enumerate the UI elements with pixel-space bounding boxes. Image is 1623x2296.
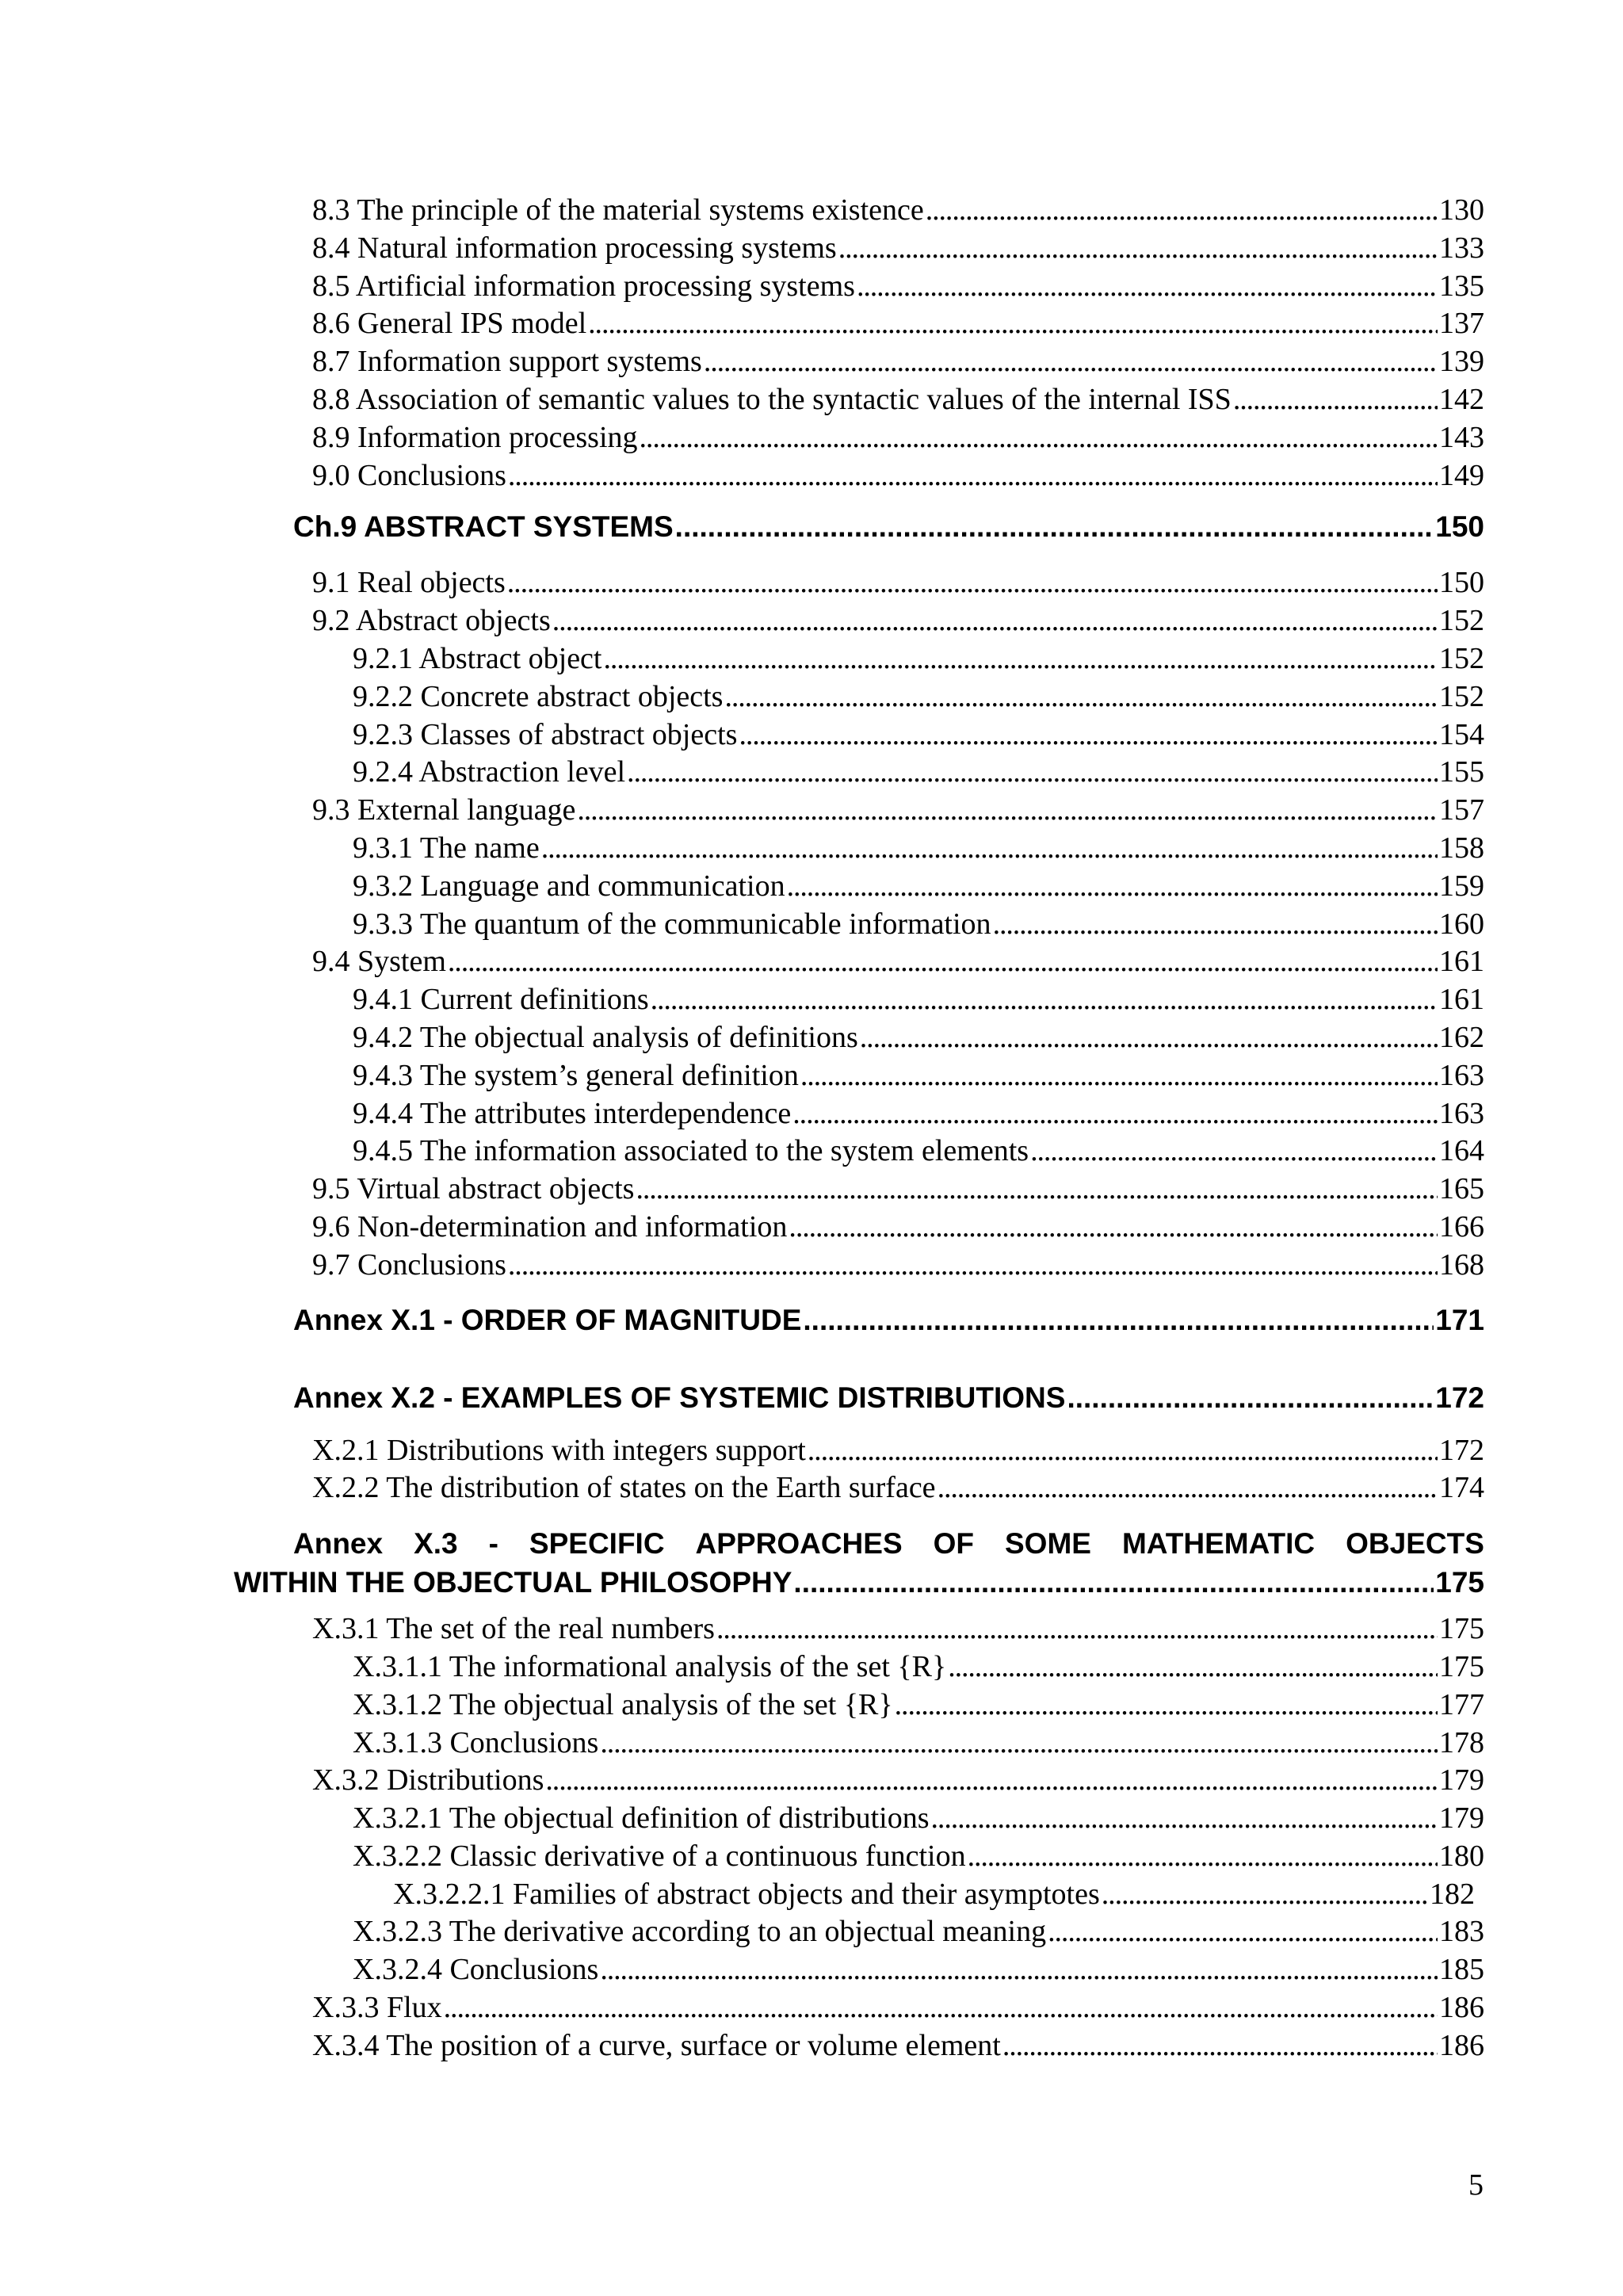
toc-entry-page: 175	[1439, 1649, 1484, 1683]
toc-leader-dots	[603, 640, 1438, 678]
toc-heading-word: Annex	[293, 1527, 384, 1561]
toc-group-chapter-8	[293, 192, 1484, 495]
toc-entry-page: 149	[1439, 458, 1484, 492]
toc-leader-dots	[948, 1648, 1438, 1687]
toc-leader-dots	[444, 1989, 1438, 2027]
toc-entry-page: 182	[1430, 1877, 1475, 1911]
toc-entry[interactable]	[293, 1951, 1484, 1989]
toc-entry[interactable]	[293, 1057, 1484, 1095]
toc-entry-page: 142	[1439, 382, 1484, 416]
toc-entry[interactable]	[293, 305, 1484, 343]
toc-entry-page: 180	[1439, 1839, 1484, 1873]
toc-entry[interactable]	[293, 602, 1484, 640]
toc-heading-word: SPECIFIC	[529, 1527, 665, 1561]
toc-heading-word: APPROACHES	[695, 1527, 903, 1561]
toc-entry[interactable]	[293, 343, 1484, 381]
toc-entry[interactable]	[293, 1876, 1484, 1914]
toc-entry-page: 172	[1439, 1433, 1484, 1467]
toc-entry-title: 9.4.1 Current definitions	[353, 983, 649, 1017]
toc-entry[interactable]	[293, 1019, 1484, 1057]
toc-leader-dots	[588, 305, 1438, 343]
toc-entry-title: 9.3.1 The name	[353, 831, 540, 865]
toc-entry-title: 8.3 The principle of the material systems existence	[312, 193, 924, 227]
toc-leader-dots	[1048, 1913, 1438, 1951]
toc-entry-page: 152	[1439, 641, 1484, 675]
toc-leader-dots	[838, 230, 1438, 268]
toc-entry-page: 161	[1439, 945, 1484, 979]
toc-entry-title: X.3.2.2.1 Families of abstract objects and their asymptotes	[393, 1877, 1100, 1911]
page-number: 5	[1468, 2168, 1484, 2202]
toc-entry-page: 155	[1439, 755, 1484, 789]
toc-entry-page: 179	[1439, 1763, 1484, 1797]
toc-entry-page: 135	[1439, 269, 1484, 303]
toc-leader-dots	[552, 602, 1438, 640]
toc-leader-dots	[789, 1209, 1438, 1247]
toc-entry-page: 163	[1439, 1058, 1484, 1092]
toc-leader-dots	[704, 343, 1438, 381]
toc-entry[interactable]	[293, 1648, 1484, 1687]
toc-heading-title: WITHIN THE OBJECTUAL PHILOSOPHY	[234, 1566, 792, 1599]
toc-entry-title: 8.9 Information processing	[312, 420, 638, 454]
toc-entry-page: 179	[1439, 1801, 1484, 1836]
toc-entry-page: 152	[1439, 604, 1484, 638]
toc-entry-page: 186	[1439, 2028, 1484, 2062]
toc-leader-dots	[938, 1469, 1438, 1507]
toc-leader-dots	[739, 716, 1438, 755]
toc-entry[interactable]	[293, 2027, 1484, 2065]
toc-leader-dots	[1233, 381, 1438, 419]
toc-entry[interactable]	[293, 1725, 1484, 1763]
toc-entry[interactable]	[293, 1469, 1484, 1507]
toc-leader-dots	[507, 564, 1438, 602]
toc-entry-page: 137	[1439, 307, 1484, 341]
toc-entry-title: X.2.1 Distributions with integers support	[312, 1433, 806, 1467]
toc-entry[interactable]	[293, 192, 1484, 230]
toc-group-annex-x2	[293, 1432, 1484, 1508]
toc-entry-page: 183	[1439, 1915, 1484, 1949]
toc-entry[interactable]	[293, 1800, 1484, 1838]
toc-entry-page: 174	[1439, 1471, 1484, 1505]
toc-heading-word: X.3	[414, 1527, 458, 1561]
toc-entry-title: X.3.2 Distributions	[312, 1763, 544, 1797]
toc-leader-dots	[1102, 1876, 1428, 1914]
toc-leader-dots	[857, 268, 1438, 306]
toc-entry-title: 9.4 System	[312, 945, 446, 979]
toc-entry-page: 130	[1439, 193, 1484, 227]
toc-leader-dots	[508, 457, 1438, 495]
toc-entry[interactable]	[293, 868, 1484, 906]
toc-leader-dots	[577, 792, 1438, 830]
toc-entry-title: X.3.1.2 The objectual analysis of the set {R}	[353, 1687, 893, 1721]
toc-leader-dots	[651, 981, 1438, 1019]
toc-entry-title: 8.5 Artificial information processing systems	[312, 269, 855, 303]
toc-heading-page: 150	[1435, 510, 1484, 544]
toc-entry-page: 143	[1439, 420, 1484, 454]
toc-entry-page: 162	[1439, 1020, 1484, 1054]
toc-entry-title: X.3.1.3 Conclusions	[353, 1725, 599, 1759]
toc-entry[interactable]	[293, 564, 1484, 602]
toc-entry-title: X.3.3 Flux	[312, 1991, 442, 2025]
toc-entry-page: 178	[1439, 1725, 1484, 1759]
toc-heading-word: SOME	[1005, 1527, 1091, 1561]
toc-entry[interactable]	[293, 1209, 1484, 1247]
toc-leader-dots	[993, 906, 1438, 944]
toc-entry[interactable]	[293, 1762, 1484, 1800]
toc-entry-title: 9.0 Conclusions	[312, 458, 506, 492]
toc-entry[interactable]	[293, 1838, 1484, 1876]
toc-entry-title: 8.7 Information support systems	[312, 345, 702, 379]
toc-entry-page: 154	[1439, 717, 1484, 751]
toc-leader-dots	[448, 943, 1438, 981]
toc-entry[interactable]	[293, 1913, 1484, 1951]
toc-heading-page: 175	[1435, 1566, 1484, 1599]
toc-entry-title: 9.4.5 The information associated to the system elements	[353, 1134, 1029, 1168]
toc-entry-title: 8.6 General IPS model	[312, 307, 587, 341]
toc-entry-page: 164	[1439, 1134, 1484, 1168]
toc-leader-dots	[640, 419, 1438, 457]
toc-entry[interactable]	[293, 981, 1484, 1019]
toc-entry-title: 8.8 Association of semantic values to the syntactic values of the internal ISS	[312, 382, 1232, 416]
toc-entry[interactable]	[293, 457, 1484, 495]
toc-entry[interactable]	[293, 1432, 1484, 1470]
toc-entry-title: X.3.2.3 The derivative according to an objectual meaning	[353, 1915, 1047, 1949]
toc-entry[interactable]	[293, 754, 1484, 792]
toc-entry-title: 9.6 Non-determination and information	[312, 1209, 788, 1244]
toc-entry-page: 160	[1439, 907, 1484, 941]
toc-entry-page: 133	[1439, 231, 1484, 265]
toc-entry-page: 150	[1439, 566, 1484, 600]
toc-entry-page: 168	[1439, 1247, 1484, 1282]
toc-entry[interactable]	[293, 943, 1484, 981]
toc-entry-title: X.3.1 The set of the real numbers	[312, 1612, 715, 1646]
toc-entry-page: 152	[1439, 679, 1484, 713]
toc-entry-title: 9.2.1 Abstract object	[353, 641, 602, 675]
toc-entry-page: 161	[1439, 983, 1484, 1017]
toc-entry-title: 9.2.2 Concrete abstract objects	[353, 679, 724, 713]
toc-entry-page: 177	[1439, 1687, 1484, 1721]
toc-leader-dots	[895, 1687, 1438, 1725]
toc-leader-dots	[793, 1563, 1434, 1603]
toc-entry-title: 9.2 Abstract objects	[312, 604, 551, 638]
toc-entry[interactable]	[293, 381, 1484, 419]
toc-heading-page: 172	[1435, 1381, 1484, 1414]
toc-leader-dots	[808, 1432, 1438, 1470]
toc-entry-title: X.3.2.2 Classic derivative of a continuous function	[353, 1839, 966, 1873]
toc-leader-dots	[716, 1610, 1438, 1648]
toc-leader-dots	[636, 1171, 1438, 1209]
toc-entry[interactable]	[293, 1989, 1484, 2027]
toc-leader-dots	[545, 1762, 1438, 1800]
toc-leader-dots	[1002, 2027, 1438, 2065]
toc-heading-title: Annex X.1 - ORDER OF MAGNITUDE	[293, 1303, 802, 1336]
toc-leader-dots	[541, 830, 1438, 868]
toc-entry-page: 186	[1439, 1991, 1484, 2025]
toc-entry-title: 9.7 Conclusions	[312, 1247, 506, 1282]
toc-entry[interactable]	[293, 1610, 1484, 1648]
toc-entry-title: 9.4.3 The system’s general definition	[353, 1058, 799, 1092]
toc-entry[interactable]	[293, 1133, 1484, 1171]
toc-entry-page: 159	[1439, 869, 1484, 903]
toc-leader-dots	[860, 1019, 1438, 1057]
toc-leader-dots	[724, 678, 1438, 716]
toc-leader-dots	[627, 754, 1438, 792]
toc-entry-page: 185	[1439, 1953, 1484, 1987]
toc-heading-line-1	[234, 1525, 1484, 1563]
toc-heading-annex-x3	[234, 1525, 1484, 1603]
toc-heading-word: -	[488, 1527, 498, 1561]
toc-leader-dots	[600, 1725, 1438, 1763]
toc-entry[interactable]	[293, 1095, 1484, 1133]
toc-heading-title: Ch.9 ABSTRACT SYSTEMS	[293, 510, 674, 544]
toc-heading-word: OBJECTS	[1346, 1527, 1484, 1561]
toc-entry-title: 9.3 External language	[312, 793, 576, 827]
toc-entry-title: 9.3.2 Language and communication	[353, 869, 785, 903]
toc-entry[interactable]	[293, 906, 1484, 944]
toc-entry-page: 165	[1439, 1172, 1484, 1206]
toc-leader-dots	[803, 1304, 1434, 1337]
toc-entry[interactable]	[293, 419, 1484, 457]
toc-entry-page: 158	[1439, 831, 1484, 865]
toc-leader-dots	[931, 1800, 1438, 1838]
toc-entry[interactable]	[293, 1687, 1484, 1725]
toc-leader-dots	[1067, 1381, 1434, 1415]
toc-entry-title: 9.4.2 The objectual analysis of definitions	[353, 1020, 858, 1054]
toc-leader-dots	[800, 1057, 1438, 1095]
toc-leader-dots	[1030, 1133, 1438, 1171]
toc-entry[interactable]	[293, 716, 1484, 755]
toc-entry-title: X.3.2.1 The objectual definition of distributions	[353, 1801, 930, 1836]
toc-heading-line-2	[234, 1563, 1484, 1603]
toc-leader-dots	[787, 868, 1438, 906]
toc-entry-title: X.3.1.1 The informational analysis of the set {R}	[353, 1649, 947, 1683]
toc-entry-page: 175	[1439, 1612, 1484, 1646]
toc-entry-page: 166	[1439, 1209, 1484, 1244]
toc-entry-title: 8.4 Natural information processing systems	[312, 231, 837, 265]
table-of-contents	[234, 192, 1484, 2065]
toc-entry[interactable]	[293, 268, 1484, 306]
toc-leader-dots	[675, 510, 1434, 544]
toc-leader-dots	[926, 192, 1438, 230]
toc-entry-title: X.3.4 The position of a curve, surface or volume element	[312, 2028, 1001, 2062]
toc-entry[interactable]	[293, 678, 1484, 716]
toc-entry[interactable]	[293, 1171, 1484, 1209]
toc-entry-title: 9.2.3 Classes of abstract objects	[353, 717, 738, 751]
toc-entry[interactable]	[293, 830, 1484, 868]
toc-heading-annex-x1	[293, 1304, 1484, 1348]
toc-leader-dots	[792, 1095, 1438, 1133]
toc-entry-title: 9.5 Virtual abstract objects	[312, 1172, 635, 1206]
toc-entry-page: 139	[1439, 345, 1484, 379]
toc-entry-title: 9.2.4 Abstraction level	[353, 755, 626, 789]
toc-entry[interactable]	[293, 792, 1484, 830]
toc-entry[interactable]	[293, 230, 1484, 268]
toc-heading-ch9	[293, 510, 1484, 555]
toc-entry-page: 157	[1439, 793, 1484, 827]
toc-entry-title: 9.1 Real objects	[312, 566, 506, 600]
toc-heading-annex-x2	[293, 1381, 1484, 1426]
toc-group-chapter-9	[293, 564, 1484, 1284]
toc-entry-title: 9.3.3 The quantum of the communicable information	[353, 907, 991, 941]
toc-heading-title: Annex X.2 - EXAMPLES OF SYSTEMIC DISTRIBUTIONS	[293, 1381, 1066, 1414]
toc-entry-title: 9.4.4 The attributes interdependence	[353, 1096, 792, 1130]
toc-leader-dots	[600, 1951, 1438, 1989]
toc-heading-page: 171	[1435, 1303, 1484, 1336]
toc-entry-title: X.2.2 The distribution of states on the Earth surface	[312, 1471, 936, 1505]
toc-heading-word: OF	[933, 1527, 975, 1561]
toc-group-annex-x3	[293, 1610, 1484, 2065]
toc-leader-dots	[508, 1247, 1438, 1285]
toc-leader-dots	[968, 1838, 1438, 1876]
toc-entry-page: 163	[1439, 1096, 1484, 1130]
toc-heading-word: MATHEMATIC	[1121, 1527, 1316, 1561]
toc-entry[interactable]	[293, 1247, 1484, 1285]
toc-entry-title: X.3.2.4 Conclusions	[353, 1953, 599, 1987]
toc-entry[interactable]	[293, 640, 1484, 678]
